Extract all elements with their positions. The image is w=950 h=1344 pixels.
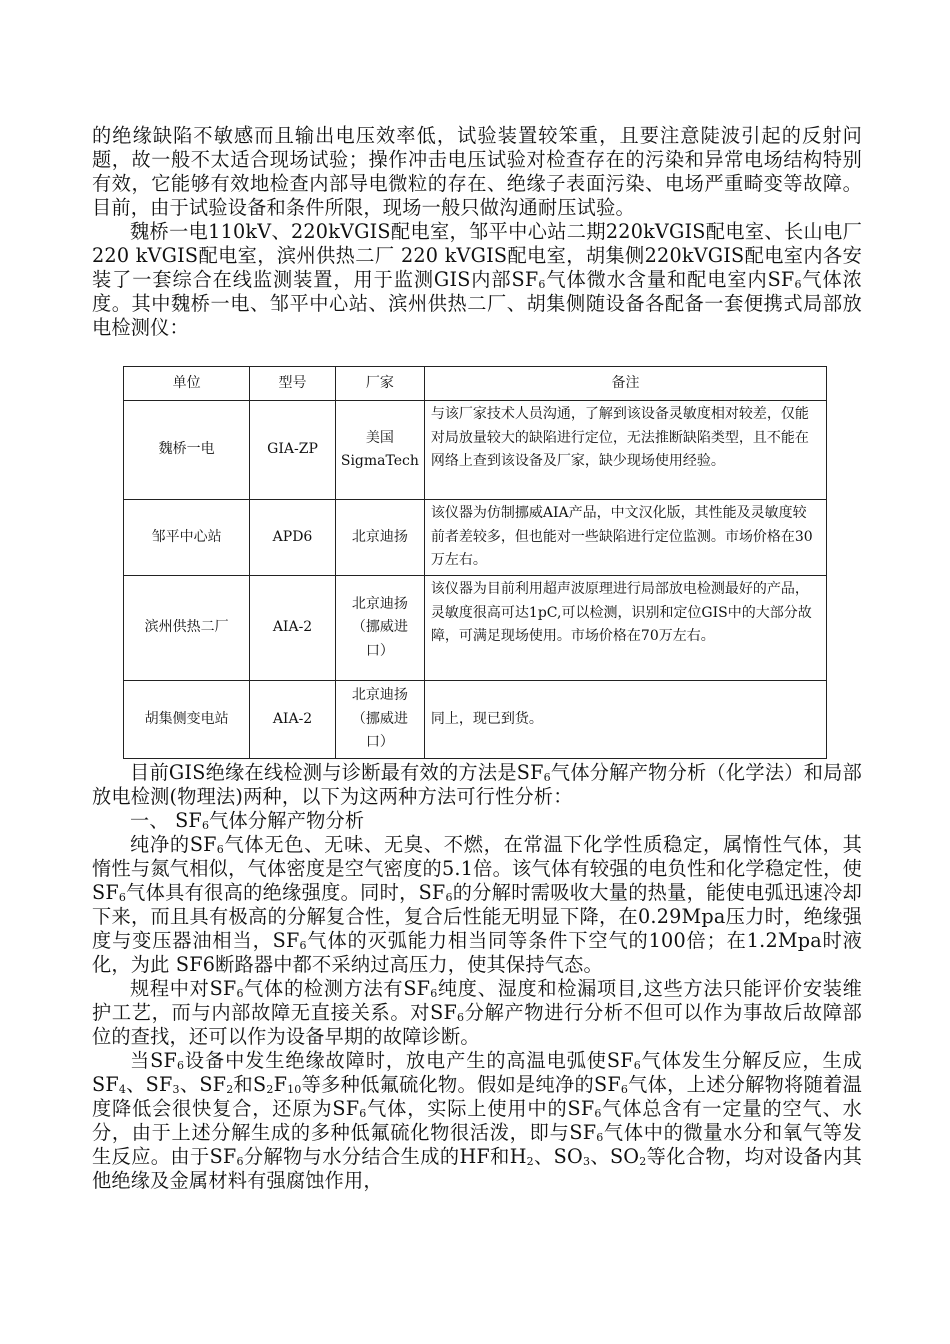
- text-run: 气体中的微量水分和氧气等发生反应。由于SF: [92, 1121, 862, 1168]
- maker-line: （挪威进: [351, 710, 408, 727]
- text-run: 的分解时需吸收大量的热量，能使电弧迅速冷却下来，而且具有极高的分解复合性，复合后性能无明显下降，在0.29Mpa压力时，绝缘强度与变压器油相当，SF: [92, 881, 863, 952]
- table-row: [124, 576, 827, 681]
- subscript: 6: [236, 1155, 244, 1168]
- subscript: 6: [633, 1059, 641, 1072]
- subscript: 3: [172, 1083, 180, 1096]
- cell-maker: [335, 576, 424, 681]
- subscript: 6: [216, 843, 224, 856]
- cell-model: GIA-ZP: [250, 401, 336, 500]
- cell-model: AIA-2: [250, 681, 336, 759]
- paragraph-3: [92, 761, 862, 809]
- subscript: 6: [201, 819, 210, 832]
- cell-maker: [335, 500, 424, 576]
- paragraph-1-text: 的绝缘缺陷不敏感而且输出电压效率低，试验装置较笨重，且要注意陡波引起的反射问题，故一般不太适合现场试验；操作冲击电压试验对检查存在的污染和异常电场结构特别有效，它能够有效地检查内部导电微粒的存在、绝缘子表面污染、电场严重畸变等故障。目前，由于试验设备和条件所限，现场一般只做沟通耐压试验。: [92, 124, 862, 219]
- document-page: [92, 124, 862, 1193]
- subscript: 6: [299, 939, 307, 952]
- cell-model: APD6: [250, 500, 336, 576]
- subscript: 6: [445, 891, 453, 904]
- maker-line: 北京迪扬: [351, 595, 408, 612]
- header-maker: 厂家: [335, 367, 424, 401]
- subscript: 6: [457, 1011, 465, 1024]
- maker-line: SigmaTech: [340, 453, 419, 469]
- maker-line: 口）: [365, 734, 394, 751]
- equipment-table: [123, 366, 827, 759]
- paragraph-2: [92, 220, 862, 340]
- subscript: 6: [538, 278, 546, 291]
- text-run: 当SF: [130, 1049, 177, 1072]
- text-run: 纯净的SF: [130, 833, 217, 856]
- text-run: 、SF: [179, 1073, 227, 1096]
- text-run: 气体的灭弧能力相当同等条件下空气的100倍；在1.2Mpa时液化，为此 SF6断路器中都不采纳过高压力，使其保持气态。: [92, 929, 862, 976]
- maker-line: 美国: [365, 429, 394, 446]
- text-run: 分解物与水分结合生成的HF和H: [243, 1145, 527, 1168]
- text-run: 魏桥一电110kV、220kVGIS配电室，邹平中心站二期220kVGIS配电室、长山电厂 220 kVGIS配电室，滨州供热二厂 220 kVGIS配电室，胡集侧220kVGIS配电室内各安装了一套综合在线监测装置，用于监测GIS内部SF: [92, 220, 862, 291]
- subscript: 6: [594, 1107, 602, 1120]
- text-run: 气体，上述分解物将随着温度降低会很快复合，还原为SF: [92, 1073, 863, 1120]
- text-run: 气体微水含量和配电室内SF: [545, 268, 795, 291]
- text-run: 、SO: [533, 1145, 583, 1168]
- text-run: 气体总含有一定量的空气、水分，由于上述分解生成的多种低氟硫化物很活泼，即与SF: [92, 1097, 862, 1144]
- cell-note: 与该厂家技术人员沟通，了解到该设备灵敏度相对较差，仅能对局放量较大的缺陷进行定位，无法推断缺陷类型，且不能在网络上查到该设备及厂家，缺少现场使用经验。: [424, 401, 826, 500]
- subscript: 6: [430, 987, 438, 1000]
- text-run: 、SF: [126, 1073, 173, 1096]
- text-run: 一、 SF: [130, 809, 202, 832]
- cell-note: 同上，现已到货。: [424, 681, 826, 759]
- text-run: 分解产物进行分析不但可以作为事故后故障部位的查找，还可以作为设备早期的故障诊断。: [92, 1001, 863, 1048]
- paragraph-1: [92, 124, 862, 220]
- cell-maker: [335, 401, 424, 500]
- maker-line: （挪威进: [351, 619, 408, 636]
- subscript: 2: [226, 1083, 234, 1096]
- text-run: 气体浓度。其中魏桥一电、邹平中心站、滨州供热二厂、胡集侧随设备各配备一套便携式局部放电检测仪：: [92, 268, 862, 339]
- text-run: 气体具有很高的绝缘强度。同时，SF: [126, 881, 446, 904]
- paragraph-4: [92, 833, 862, 977]
- header-note: 备注: [424, 367, 826, 401]
- subscript: 4: [118, 1083, 127, 1096]
- text-run: 气体无色、无味、无臭、不燃，在常温下化学性质稳定，属惰性气体，其惰性与氮气相似，气体密度是空气密度的5.1倍。该气体有较强的电负性和化学稳定性，使SF: [92, 833, 862, 904]
- table-row: [124, 500, 827, 576]
- subscript: 2: [526, 1155, 534, 1168]
- text-run: 气体发生分解反应，生成SF: [92, 1049, 863, 1096]
- text-run: F: [273, 1073, 288, 1096]
- text-run: 气体的检测方法有SF: [243, 977, 431, 1000]
- subscript: 2: [266, 1083, 274, 1096]
- cell-unit: 胡集侧变电站: [124, 681, 250, 759]
- cell-maker: [335, 681, 424, 759]
- text-run: 纯度、湿度和检漏项目,这些方法只能评价安装维护工艺，而与内部故障无直接关系。对SF: [92, 977, 862, 1024]
- text-run: 、SO: [590, 1145, 640, 1168]
- subscript: 6: [596, 1131, 604, 1144]
- text-run: 设备中发生绝缘故障时，放电产生的高温电弧使SF: [184, 1049, 634, 1072]
- section-heading-1: [92, 809, 862, 833]
- text-run: 气体分解产物分析: [209, 809, 365, 832]
- cell-note: 该仪器为仿制挪威AIA产品，中文汉化版，其性能及灵敏度较前者差较多，但也能对一些缺陷进行定位监测。市场价格在30万左右。: [424, 500, 826, 576]
- table-row: [124, 681, 827, 759]
- text-run: 规程中对SF: [130, 977, 237, 1000]
- cell-note: 该仪器为目前利用超声波原理进行局部放电检测最好的产品，灵敏度很高可达1pC,可以检测，识别和定位GIS中的大部分故障，可满足现场使用。市场价格在70万左右。: [424, 576, 826, 681]
- subscript: 6: [620, 1083, 629, 1096]
- maker-line: 口）: [365, 642, 394, 659]
- header-unit: 单位: [124, 367, 250, 401]
- header-model: 型号: [250, 367, 336, 401]
- subscript: 6: [236, 987, 244, 1000]
- text-run: 气体分解产物分析（化学法）和局部放电检测(物理法)两种，以下为这两种方法可行性分析：: [92, 761, 863, 808]
- subscript: 3: [582, 1155, 591, 1168]
- text-run: 目前GIS绝缘在线检测与诊断最有效的方法是SF: [130, 761, 544, 784]
- table-header-row: [124, 367, 827, 401]
- cell-unit: 邹平中心站: [124, 500, 250, 576]
- subscript: 6: [794, 278, 802, 291]
- cell-unit: 滨州供热二厂: [124, 576, 250, 681]
- maker-line: 北京迪扬: [351, 687, 408, 704]
- subscript: 6: [543, 771, 551, 784]
- cell-model: AIA-2: [250, 576, 336, 681]
- text-run: 等多种低氟硫化物。假如是纯净的SF: [301, 1073, 621, 1096]
- subscript: 6: [118, 891, 127, 904]
- text-run: 气体，实际上使用中的SF: [366, 1097, 595, 1120]
- paragraph-5: [92, 977, 862, 1049]
- text-run: 和S: [233, 1073, 267, 1096]
- paragraph-6: [92, 1049, 862, 1193]
- maker-line: 北京迪扬: [351, 528, 408, 545]
- subscript: 6: [176, 1059, 185, 1072]
- text-run: 等化合物，均对设备内其他绝缘及金属材料有强腐蚀作用，: [92, 1145, 863, 1192]
- subscript: 10: [287, 1083, 302, 1096]
- cell-unit: 魏桥一电: [124, 401, 250, 500]
- subscript: 6: [359, 1107, 367, 1120]
- subscript: 2: [639, 1155, 647, 1168]
- table-row: [124, 401, 827, 500]
